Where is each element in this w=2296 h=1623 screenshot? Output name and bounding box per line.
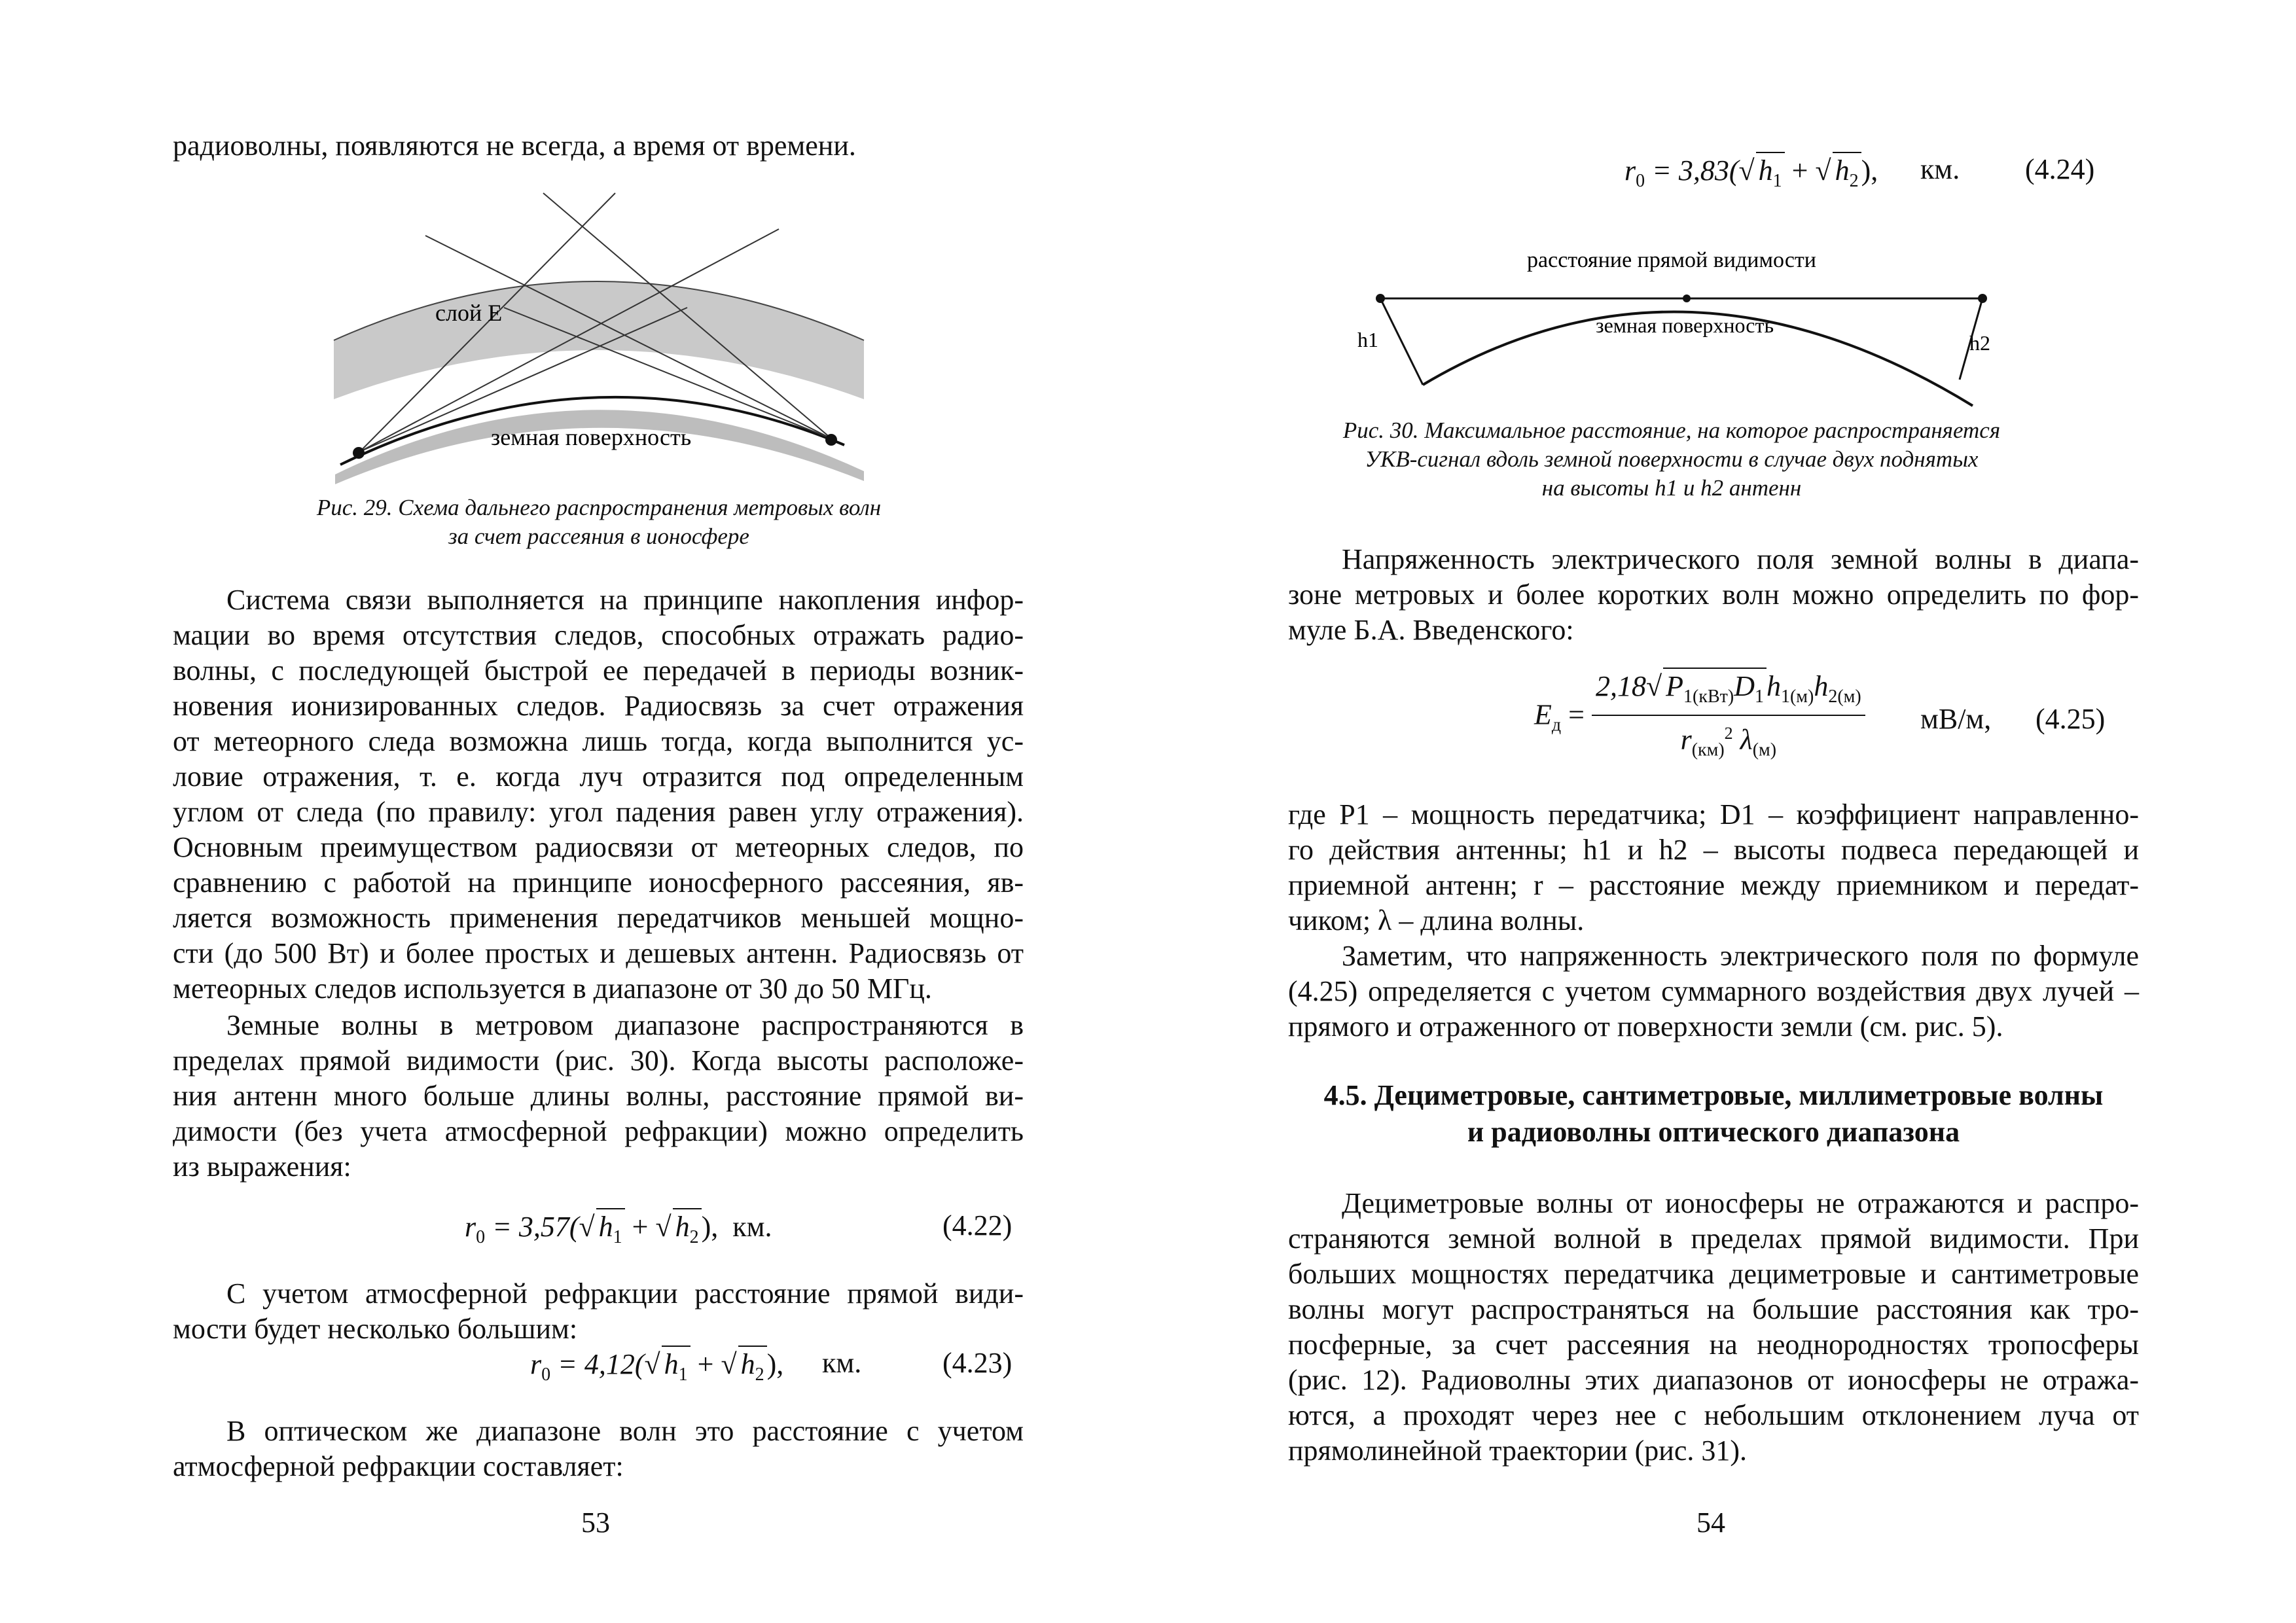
surface-label: земная поверхность [491, 424, 692, 450]
right-page [1148, 0, 2296, 1623]
page-number-53: 53 [581, 1507, 610, 1539]
right-paragraph-4: Дециметровые волны от ионосферы не отражаются и распро- страняются земной волной в пределах прямой видимости. При больших мощностях передатчика дециметровые и сантиметровые волны могут распространяться на большие расстояния как тро- посферные, за счет рассеяния на неоднородностях тропосферы (рис. 12). Радиоволны этих диапазонов от ионосферы не отража- ются, а проходят через нее с небольшим отклонением луча от прямолинейной траектории (рис. 31). [1288, 1187, 2139, 1467]
equation-4-25-fraction: $\frac{2,18√ P_{1(кВт)}D_1h_{1(м)}h_{2(м)}}{r_{(км)}^2 \lambda_{(м)}}$ [1592, 668, 1865, 768]
equation-4-23-number: (4.23) [942, 1347, 1013, 1379]
equation-4-24-number: (4.24) [2025, 153, 2095, 185]
section-heading: 4.5. Дециметровые, сантиметровые, миллиметровые волны и радиоволны оптического диапазона [1323, 1079, 2104, 1148]
antenna-h1-tip [1376, 294, 1385, 303]
equation-4-22: $r_0 = 3,57(√$ $h_1$ + √ $h_2$), км. [465, 1208, 772, 1255]
surface-label-30: земная поверхность [1595, 313, 1774, 337]
antenna-h2-tip [1978, 294, 1987, 303]
figure-30 [1344, 242, 1999, 419]
equation-4-23: $r_0 = 4,12(√$ $h_1$ + √ $h_2$), [530, 1346, 783, 1393]
right-paragraph-1: Напряженность электрического поля земной волны в диапа- зоне метровых и более коротких волн можно определить по фор- муле Б.А. Введенского: [1288, 543, 2139, 646]
equation-4-25-number: (4.25) [2036, 703, 2106, 735]
equation-4-22-number: (4.22) [942, 1209, 1013, 1241]
figure-29 [321, 183, 897, 484]
receiver-dot [825, 434, 837, 446]
tangent-point [1683, 294, 1691, 302]
equation-4-25: $E_д$ = $\frac{2,18√ P_{1(кВт)}D_1h_{1(м)}h_{2(м)}}{r_{(км)}^2 \lambda_{(м)}}$ [1534, 668, 1865, 768]
layer-e-label: слой E [435, 300, 503, 326]
h1-label: h1 [1357, 328, 1378, 351]
equation-4-24-unit: км. [1920, 153, 1960, 185]
paragraph-4: В оптическом же диапазоне волн это расстояние с учетом атмосферной рефракции составляет: [173, 1415, 1024, 1482]
right-paragraph-3: Заметим, что напряженность электрического поля по формуле (4.25) определяется с учетом суммарного воздействия двух лучей – прямого и отраженного от поверхности земли (см. рис. 5). [1288, 940, 2139, 1043]
h2-label: h2 [1969, 331, 1990, 355]
equation-4-24: $r_0 = 3,83(√$ $h_1$ + √ $h_2$), [1624, 152, 1878, 199]
top-line: радиоволны, появляются не всегда, а время от времени. [173, 130, 856, 162]
paragraph-1: Система связи выполняется на принципе накопления инфор- мации во время отсутствия следов, способных отражать радио- волны, с последующей быстрой ее передачей в периоды возник- новения ионизированных следов. Радиосвязь за счет отражения от метеорного следа возможна лишь тогда, когда выполнится ус- ловие отражения, т. е. когда луч отразится под определенным углом от следа (по правилу: угол падения равен углу отражения). Основным преимуществом радиосвязи от метеорных следов, по сравнению с работой на принципе ионосферного рассеяния, яв- ляется возможность применения передатчиков меньшей мощно- сти (до 500 Вт) и более простых и дешевых антенн. Радиосвязь от метеорных следов используется в диапазоне от 30 до 50 МГц. [173, 584, 1024, 1005]
equation-4-25-unit: мВ/м, [1920, 703, 1992, 735]
line-of-sight-label: расстояние прямой видимости [1527, 248, 1816, 272]
layer-e-band [334, 281, 864, 399]
figure-29-caption: Рис. 29. Схема дальнего распространения метровых волн за счет рассеяния в ионосфере [316, 495, 882, 549]
paragraph-2: Земные волны в метровом диапазоне распространяются в пределах прямой видимости (рис. 30). Когда высоты расположе- ния антенн много больше длины волны, расстояние прямой ви- димости (без учета атмосферной рефракции) можно определить из выражения: [173, 1009, 1024, 1183]
equation-4-23-unit: км. [822, 1347, 862, 1379]
page-number-54: 54 [1696, 1507, 1725, 1539]
transmitter-dot [353, 447, 365, 459]
figure-30-caption: Рис. 30. Максимальное расстояние, на которое распространяется УКВ-сигнал вдоль земной поверхности в случае двух поднятых на высоты h1 и h2 антенн [1342, 418, 2001, 501]
antenna-h1 [1380, 298, 1423, 385]
right-paragraph-2: где P1 – мощность передатчика; D1 – коэффициент направленно- го действия антенны; h1 и h2 – высоты подвеса передающей и приемной антенн; r – расстояние между приемником и передат- чиком; λ – длина волны. [1288, 798, 2139, 936]
paragraph-3: С учетом атмосферной рефракции расстояние прямой види- мости будет несколько большим: [173, 1277, 1024, 1345]
